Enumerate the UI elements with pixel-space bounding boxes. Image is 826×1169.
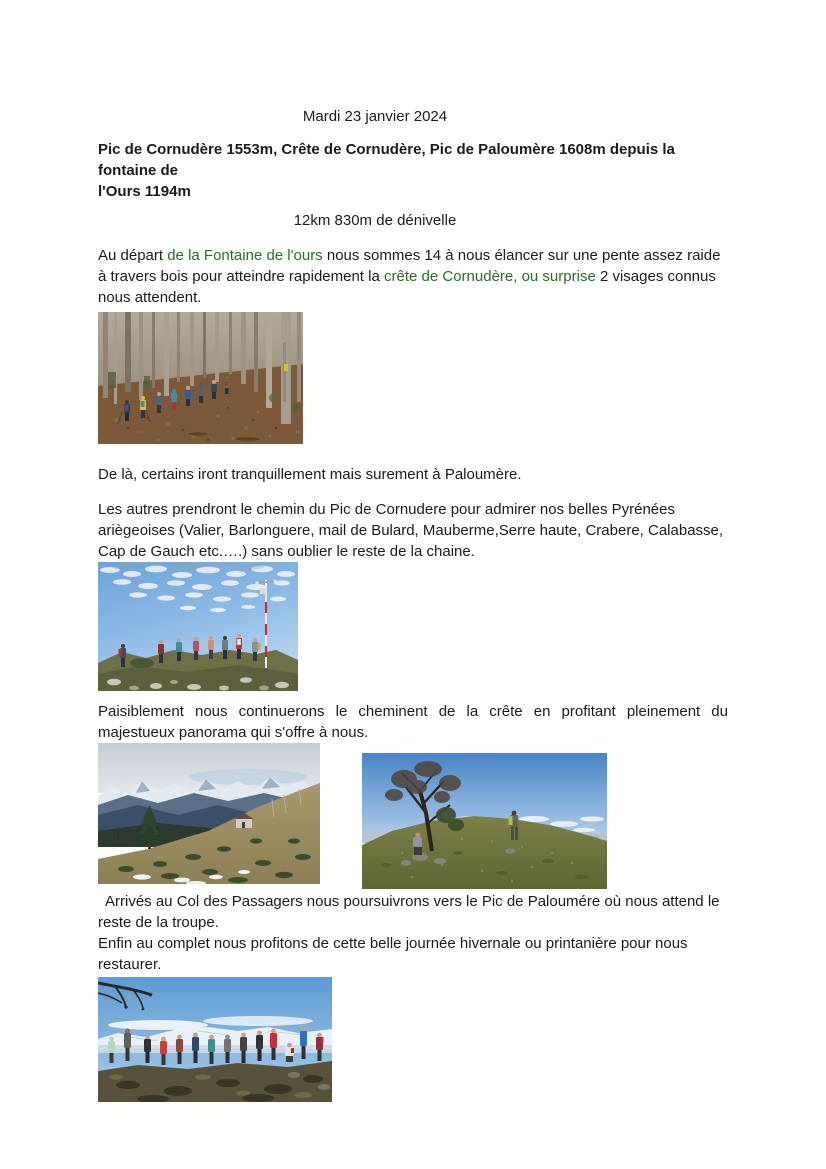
ridge-walk-photo	[362, 753, 607, 889]
mountain-panorama-image	[98, 743, 320, 884]
date-line: Mardi 23 janvier 2024	[302, 108, 448, 125]
paragraph-autres: Les autres prendront le chemin du Pic de Cornudere pour admirer nos belles Pyrénées ariègeoises (Valier, Barlonguere, mail de Bulard, Mauberme,Serre haute, Crabere, Calabasse, Cap de Gauch etc.….) sans oublier le reste de la chaine.	[98, 501, 724, 560]
paragraph-enfin: Enfin au complet nous profitons de cette belle journée hivernale ou printanière pour nous restaurer.	[98, 935, 688, 973]
col-passagers-text: Arrivés au Col des Passagers nous poursuivrons vers le Pic de Paloumére où nous attend le reste de la troupe.	[98, 893, 720, 931]
intro-text-3: 2 visages connus nous attendent.	[98, 268, 716, 306]
forest-ascent-image	[98, 312, 303, 444]
post-title-line1: Pic de Cornudère 1553m, Crête de Cornudère, Pic de Paloumère 1608m depuis la fontaine de	[98, 141, 675, 179]
paragraph-crete: Paisiblement nous continuerons le cheminent de la crête en profitant pleinement du majestueux panorama qui s'offre à nous.	[98, 703, 728, 741]
forest-ascent-photo	[98, 312, 728, 444]
intro-paragraph	[98, 245, 728, 308]
ridge-walk-image	[362, 753, 607, 889]
intro-text-1: Au départ	[98, 247, 168, 264]
paragraph-col-passagers	[98, 891, 728, 933]
intro-text-2: nous sommes 14 à nous élancer sur une pente assez raide à travers bois pour atteindre rapidement la	[98, 247, 721, 285]
stats-line: 12km 830m de dénivelle	[293, 212, 457, 229]
mountain-panorama-photo	[98, 743, 320, 884]
group-summit-image	[98, 977, 332, 1102]
photo-row	[98, 743, 728, 889]
intro-highlight-crete: crête de Cornudère, ou surprise	[384, 268, 596, 285]
summit-group-photo	[98, 562, 728, 691]
group-summit-photo	[98, 977, 728, 1102]
paragraph-paloumere: De là, certains iront tranquillement mais surement à Paloumère.	[98, 466, 522, 483]
post-title-line2: l'Ours 1194m	[98, 183, 191, 200]
post-title	[98, 139, 728, 202]
summit-group-image	[98, 562, 298, 691]
intro-highlight-fontaine: de la Fontaine de l'ours	[167, 247, 323, 264]
